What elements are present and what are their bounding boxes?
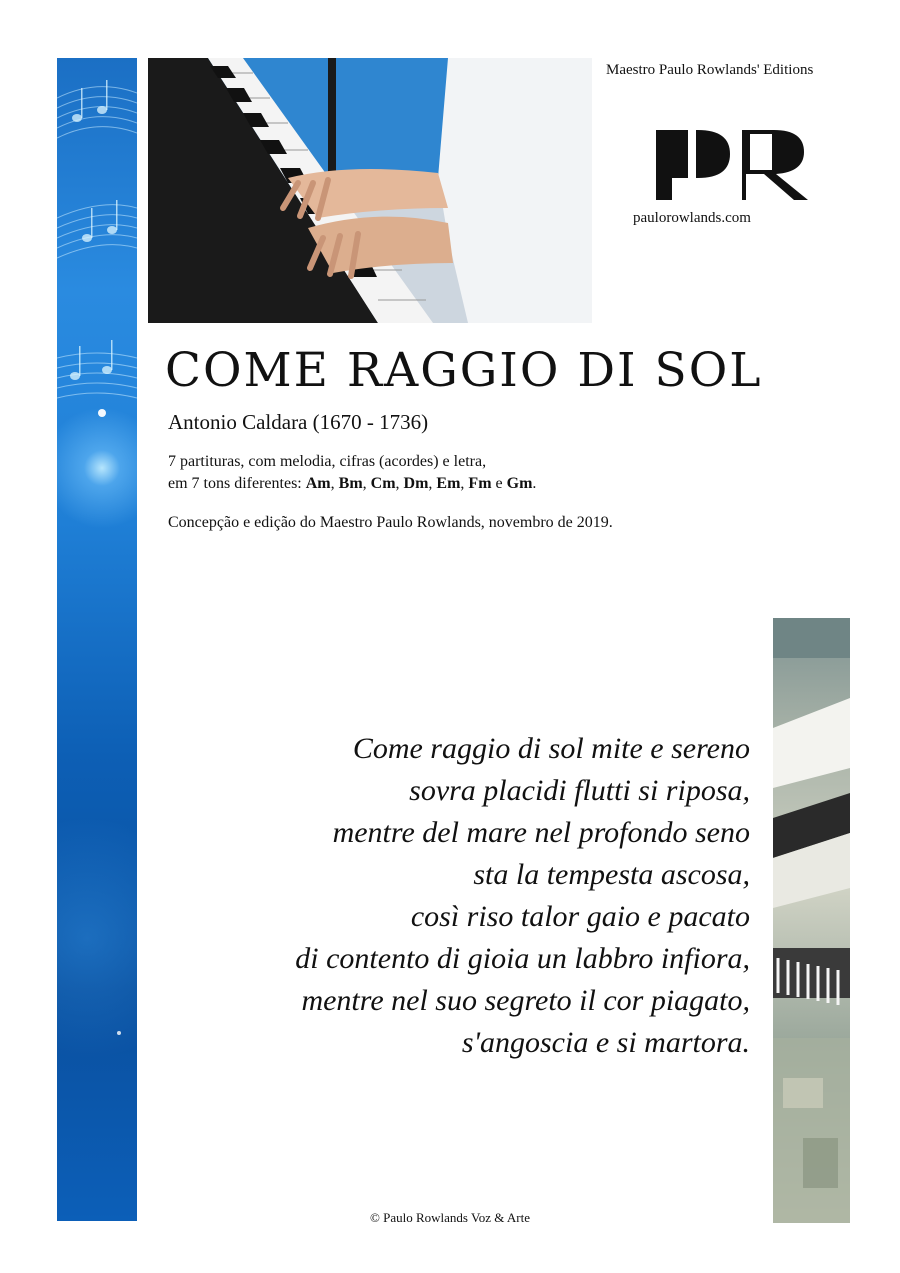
editions-label: Maestro Paulo Rowlands' Editions (606, 62, 814, 78)
lyric-line: Come raggio di sol mite e sereno (352, 732, 750, 765)
lyric-line: mentre del mare nel profondo seno (332, 816, 750, 849)
lyrics-block (150, 728, 750, 1064)
description (168, 451, 536, 495)
lyric-line: s'angoscia e si martora. (461, 1026, 750, 1059)
description-line-1: 7 partituras, com melodia, cifras (acordes) e letra, (168, 453, 487, 470)
key-dm: Dm (403, 475, 429, 492)
piano-hands-photo (148, 58, 592, 323)
key-gm: Gm (506, 475, 533, 492)
key-cm: Cm (370, 475, 396, 492)
key-fm: Fm (468, 475, 492, 492)
lyric-line: sta la tempesta ascosa, (473, 858, 750, 891)
lyric-line: così riso talor gaio e pacato (410, 900, 750, 933)
composer-label: Antonio Caldara (1670 - 1736) (168, 410, 429, 434)
right-decorative-band (773, 618, 850, 1223)
music-notes-icon (57, 58, 137, 1221)
left-decorative-band (57, 58, 137, 1221)
credit-line: Concepção e edição do Maestro Paulo Rowlands, novembro de 2019. (168, 514, 613, 531)
website-label: paulorowlands.com (633, 210, 751, 226)
lyric-line: sovra placidi flutti si riposa, (409, 774, 750, 807)
page-title: COME RAGGIO DI SOL (165, 343, 763, 398)
key-bm: Bm (338, 475, 363, 492)
description-line-2: em 7 tons diferentes: Am, Bm, Cm, Dm, Em, Fm e Gm. (168, 475, 537, 492)
pr-logo-icon (654, 126, 814, 202)
key-am: Am (305, 475, 331, 492)
lyric-line: di contento di gioia un labbro infiora, (295, 942, 750, 975)
key-em: Em (436, 475, 461, 492)
copyright-footer: © Paulo Rowlands Voz & Arte (370, 1210, 530, 1225)
lyric-line: mentre nel suo segreto il cor piagato, (301, 984, 750, 1017)
